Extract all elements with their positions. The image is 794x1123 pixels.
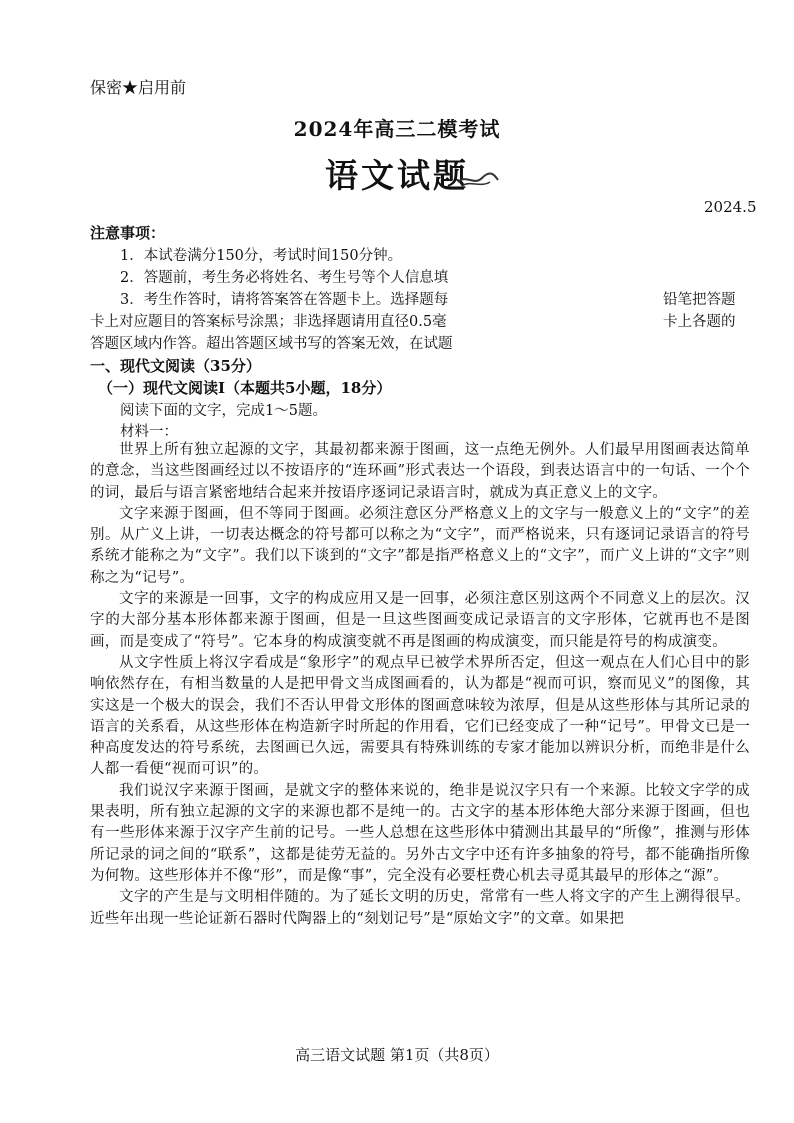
passage-paragraph: 文字的产生是与文明相伴随的。为了延长文明的历史，常常有一些人将文字的产生上溯得很早。近些年出现一些论证新石器时代陶器上的“刻划记号”是“原始文字”的文章。如果把 <box>90 889 750 927</box>
passage-paragraph: 世界上所有独立起源的文字，其最初都来源于图画，这一点绝无例外。人们最早用图画表达简单的意念，当这些图画经过以不按语序的“连环画”形式表达一个语段，到表达语言中的一句话、一个个的词，最后与语言紧密地结合起来并按语序逐词记录语言时，就成为真正意义上的文字。 <box>90 442 750 501</box>
material-label: 材料一： <box>120 424 178 440</box>
passage-paragraph: 从文字性质上将汉字看成是“象形字”的观点早已被学术界所否定，但这一观点在人们心目中的影响依然存在，有相当数量的人是把甲骨文当成图画看的，认为都是“视而可识，察而见义”的图像，其实这是一个极大的误会，我们不否认甲骨文形体的图画意味较为浓厚，但是从这些形体与其所记录的语言的关系看，从这些形体在构造新字时所起的作用看，它们已经变成了一种“记号”。甲骨文已是一种高度发达的符号系统，去图画已久远，需要具有特殊训练的专家才能加以辨识分析，而绝非是什么人都一看便“视而可识”的。 <box>90 654 750 778</box>
notice-item-3: 3．考生作答时，请将答案答在答题卡上。选择题每 <box>120 292 449 308</box>
subsection-heading: （一）现代文阅读Ⅰ（本题共5小题，18分） <box>98 379 392 397</box>
passage-paragraph: 文字来源于图画，但不等同于图画。必须注意区分严格意义上的文字与一般意义上的“文字”的差别。从广义上讲，一切表达概念的符号都可以称之为“文字”，而严格说来，只有逐词记录语言的符号系统才能称之为“文字”。我们以下谈到的“文字”都是指严格意义上的“文字”，而广义上讲的“文字”则称之为“记号”。 <box>90 505 750 586</box>
folded-corner-mask <box>491 262 659 352</box>
page-footer: 高三语文试题 第1页（共8页） <box>295 1046 499 1064</box>
notice-item-3-right: 铅笔把答题 <box>663 292 736 308</box>
notice-item-3-line2-right: 卡上各题的 <box>663 314 736 330</box>
passage-paragraph: 文字的来源是一回事，文字的构成应用又是一回事，必须注意区别这两个不同意义上的层次。汉字的大部分基本形体都来源于图画，但是一旦这些图画变成记录语言的文字形体，它就再也不是图画，而是变成了“符号”。它本身的构成演变就不再是图画的构成演变，而只能是符号的构成演变。 <box>90 591 750 650</box>
reading-instruction: 阅读下面的文字，完成1～5题。 <box>120 403 327 419</box>
section-heading: 一、现代文阅读（35分） <box>90 357 261 375</box>
scribble-mark <box>456 168 500 190</box>
notice-item-3-line3: 答题区域内作答。超出答题区域书写的答案无效，在试题 <box>90 336 453 352</box>
passage-paragraph: 我们说汉字来源于图画，是就文字的整体来说的，绝非是说汉字只有一个来源。比较文字学的成果表明，所有独立起源的文字的来源也都不是纯一的。古文字的基本形体绝大部分来源于图画，但也有一些形体来源于汉字产生前的记号。一些人总想在这些形体中猜测出其最早的“所像”，推测与形体所记录的词之间的“联系”，这都是徒劳无益的。另外古文字中还有许多抽象的符号，都不能确指所像为何物。这些形体并不像“形”，而是像“事”，完全没有必要枉费心机去寻觅其最早的形体之“源”。 <box>90 782 750 884</box>
passage-body <box>90 440 750 930</box>
subject-title: 语文试题 <box>325 156 469 195</box>
notice-heading: 注意事项： <box>90 224 166 242</box>
security-label: 保密★启用前 <box>90 78 187 97</box>
exam-title: 2024年高三二模考试 <box>293 117 501 141</box>
notice-item-3-line2: 卡上对应题目的答案标号涂黑；非选择题请用直径0.5毫 <box>90 314 447 330</box>
notice-item-1: 1．本试卷满分150分，考试时间150分钟。 <box>120 248 403 264</box>
notice-item-2: 2．答题前，考生务必将姓名、考生号等个人信息填 <box>120 270 449 286</box>
exam-date: 2024.5 <box>704 198 757 216</box>
